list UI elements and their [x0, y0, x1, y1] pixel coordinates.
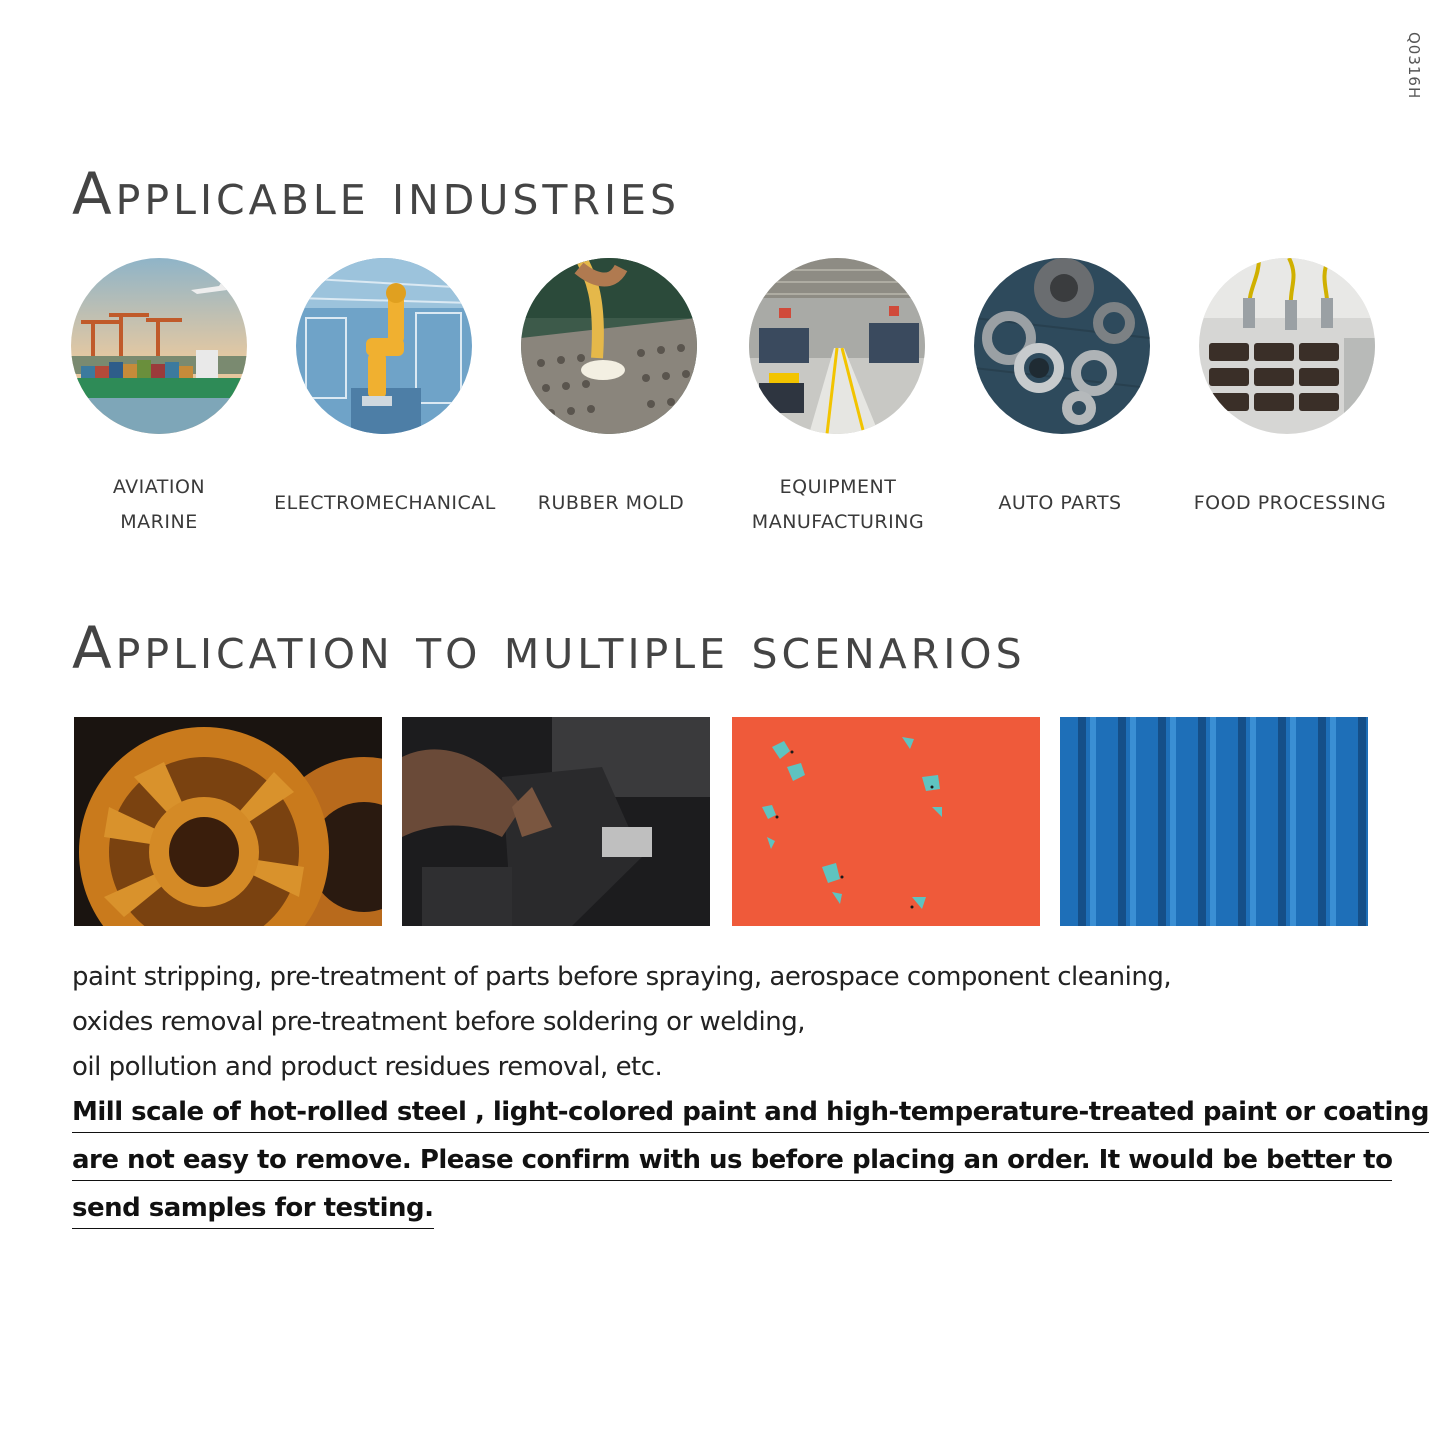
- industry-label-line: RUBBER MOLD: [537, 492, 685, 514]
- rubber-mold-photo: [521, 258, 697, 434]
- factory-line-photo: [749, 258, 925, 434]
- industry-label-electromechanical: [265, 486, 505, 521]
- peeling-paint-photo: [732, 717, 1040, 926]
- industry-label-line: AVIATION: [112, 476, 206, 498]
- industries-heading: Applicable industries: [72, 160, 680, 228]
- bearings-photo: [974, 258, 1150, 434]
- industry-label-line: MANUFACTURING: [751, 511, 925, 533]
- food-machine-photo: [1199, 258, 1375, 434]
- warning-line: Mill scale of hot-rolled steel , light-colored paint and high-temperature-treated paint or coating: [72, 1092, 1429, 1133]
- industry-label-rubber-mold: [491, 486, 731, 521]
- warning-line: are not easy to remove. Please confirm with us before placing an order. It would be better to: [72, 1140, 1392, 1181]
- industry-label-auto-parts: [940, 486, 1180, 521]
- warning-line: send samples for testing.: [72, 1188, 434, 1229]
- industry-label-line: FOOD PROCESSING: [1193, 492, 1387, 514]
- rusty-gears-photo: [74, 717, 382, 926]
- description-line: oxides removal pre-treatment before soldering or welding,: [72, 1007, 805, 1037]
- industry-label-line: AUTO PARTS: [998, 492, 1122, 514]
- blue-container-photo: [1060, 717, 1368, 926]
- robot-arm-photo: [296, 258, 472, 434]
- industry-label-line: ELECTROMECHANICAL: [274, 492, 496, 514]
- industry-label-line: MARINE: [120, 511, 198, 533]
- industry-label-equipment-manufacturing: [718, 470, 958, 540]
- industry-label-line: EQUIPMENT: [779, 476, 897, 498]
- warning-note: [72, 1090, 1430, 1234]
- cargo-ship-photo: [71, 258, 247, 434]
- description-line: paint stripping, pre-treatment of parts before spraying, aerospace component cleaning,: [72, 962, 1172, 992]
- product-code: Q0316H: [1405, 32, 1423, 100]
- industry-label-aviation-marine: [39, 470, 279, 540]
- industry-label-food-processing: [1170, 486, 1410, 521]
- description-line: oil pollution and product residues removal, etc.: [72, 1052, 663, 1082]
- scenarios-description: [72, 955, 1430, 1234]
- scenarios-heading: Application to multiple scenarios: [72, 614, 1026, 682]
- engine-repair-photo: [402, 717, 710, 926]
